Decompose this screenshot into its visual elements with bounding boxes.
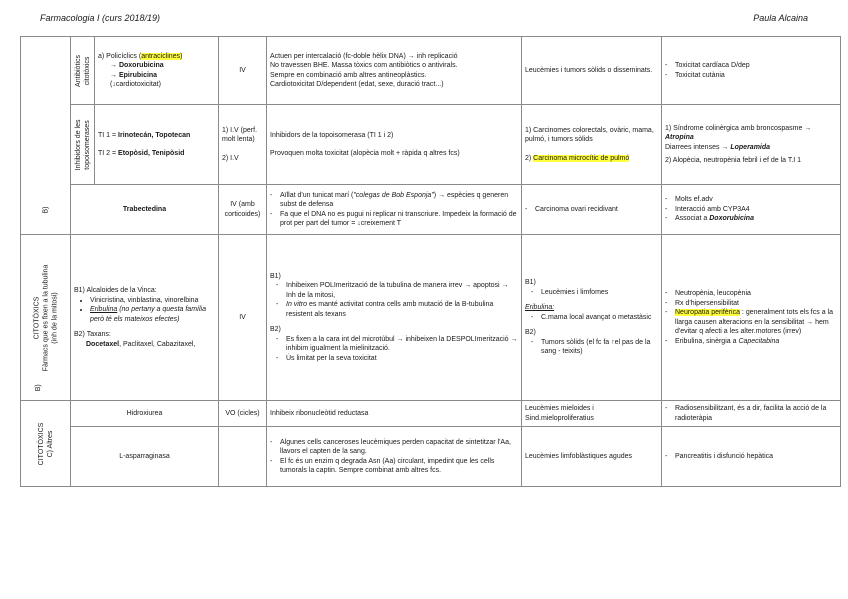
adverse-trabectedina: - Molts ef.adv - Interacció amb CYP3A4 - Associat a Doxorubicina: [662, 185, 841, 235]
drug-epirubicina: Epirubicina: [118, 71, 158, 79]
group-c-label: CITOTÒXICS C) Altres: [21, 401, 71, 487]
route-topoisomerases: 1) I.V (perf. molt lenta) 2) I.V: [219, 105, 267, 185]
row-topoisomerases: [21, 105, 841, 185]
adverse-asparraginasa: - Pancreatitis i disfunció hepàtica: [662, 427, 841, 487]
document-header-left: Farmacologia I (curs 2018/19): [40, 13, 161, 23]
drug-cell-topoisomerases: TI 1 = Irinotecán, Topotecan TI 2 = Etopòsid, Tenipòsid: [95, 105, 219, 185]
route-tubulina: IV: [219, 235, 267, 401]
drug-hidroxiurea: Hidroxiurea: [71, 401, 219, 427]
pharmacology-table: [20, 36, 841, 487]
adverse-topoisomerases: 1) Síndrome colinèrgica amb broncospasme → Atropina Diarrees intenses → Loperamida 2) Alopècia, neutropènia febril i ef de la T.I 1: [662, 105, 841, 185]
highlight-carcinoma: Carcinoma microcític de pulmó: [533, 154, 630, 162]
mechanism-tubulina: B1) - Inhibeixen POLImerització de la tubulina de manera irrev → apoptosi → Inh de la mitosi, - In vitro es manté activitat contra cells amb mutació de la B-tubulina resistent als texans B2) - Es fixen a la cara int del microtúbul → inhibeixen la DESPOLImerització → inhibim igualment la mielinització. - Ús limitat per la seva toxicitat: [267, 235, 522, 401]
indication-trabectedina: - Carcinoma ovari recidivant: [522, 185, 662, 235]
indication-antibiotics: Leucèmies i tumors sòlids o disseminats.: [522, 37, 662, 105]
drug-cell-antibiotics: a) Policíclics (antraciclines) → Doxorubicina → Epirubicina (↓cardiotoxicitat): [95, 37, 219, 105]
highlight-neuropatia: Neuropatia perifèrica: [675, 309, 740, 316]
adverse-tubulina: - Neutropènia, leucopènia - Rx d'hipersensibilitat - Neuropatia perifèrica : generalment tots els fcs a la llarga causen alteracions en la sensibilitat → hem d'evitar q afecti a les alter.motores (irrev) - Eribulina, sinèrgia a Capecitabina: [662, 235, 841, 401]
highlight-antraciclines: antraciclines): [141, 52, 183, 60]
drug-note: (↓cardiotoxicitat): [110, 81, 161, 88]
drug-doxorubicina: Doxorubicina: [118, 62, 164, 69]
adverse-hidroxiurea: - Radiosensibilitzant, és a dir, facilita la acció de la radioteràpia: [662, 401, 841, 427]
row-antibiotics: [21, 37, 841, 105]
indication-hidroxiurea: Leucèmies mieloides i Sind.mieloproliferatius: [522, 401, 662, 427]
route-asparraginasa: [219, 427, 267, 487]
row-hidroxiurea: [21, 401, 841, 427]
route-trabectedina: IV (amb corticoides): [219, 185, 267, 235]
mechanism-topoisomerases: Inhibidors de la topoisomerasa (TI 1 i 2) Provoquen molta toxicitat (alopècia molt + ràpida q altres fcs): [267, 105, 522, 185]
group-b-label: CITOTÒXICS Fàrmacs que es fixen a la tubulina (inh de la mitosi) B): [21, 235, 71, 401]
drug-asparraginasa: L-asparraginasa: [71, 427, 219, 487]
row-tubulina: [21, 235, 841, 401]
category-topoisomerases: Inhibidors de les topoisomerases: [71, 105, 95, 185]
mechanism-antibiotics: Actuen per intercalació (fc-doble hèlix DNA) → inh replicació No travessen BHE. Massa tòxics com antibiòtics o antivirals. Sempre en combinació amb altres antineoplàstics. Cardiotoxicitat D/dependent (edat, sexe, duració tract...): [267, 37, 522, 105]
group-top-label: B): [42, 206, 49, 214]
route-antibiotics: IV: [219, 37, 267, 105]
category-antibiotics: Antibiòtics citotòxics: [71, 37, 95, 105]
indication-asparraginasa: Leucèmies limfoblàstiques agudes: [522, 427, 662, 487]
drug-trabectedina: Trabectedina: [71, 185, 219, 235]
mechanism-hidroxiurea: Inhibeix ribonucleòtid reductasa: [267, 401, 522, 427]
mechanism-asparraginasa: - Algunes cells canceroses leucèmiques perden capacitat de sintetitzar l'Aa, llavors el capten de la sang. - El fc és un enzim q degrada Asn (Aa) circulant, impedint que les cells tumorals la captin. Sempre combinat amb altres fcs.: [267, 427, 522, 487]
route-hidroxiurea: VO (cicles): [219, 401, 267, 427]
row-trabectedina: [21, 185, 841, 235]
document-header-right: Paula Alcaina: [753, 13, 808, 23]
indication-topoisomerases: 1) Carcinomes colorectals, ovàric, mama, pulmó, i tumors sòlids 2) Carcinoma microcític de pulmó: [522, 105, 662, 185]
mechanism-trabectedina: - Aïllat d'un tunicat marí ("colegas de Bob Esponja") → espècies q generen subst de defensa - Fa que el DNA no es pugui ni replicar ni transcriure. Impedeix la formació de prot per part del tumor = ↓creixement T: [267, 185, 522, 235]
row-asparraginasa: [21, 427, 841, 487]
indication-tubulina: B1) - Leucèmies i limfomes Eribulina: - C.mama local avançat o metastàsic B2) - Tumors sòlids (el fc fa ↑el pas de la sang - teixits): [522, 235, 662, 401]
drug-cell-tubulina: B1) Alcaloides de la Vinca: • Vinicristina, vinblastina, vinorelbina • Eribulina (no pertany a questa família però té els mateixos efectes) B2) Taxans: Docetaxel, Paclitaxel, Cabazitaxel,: [71, 235, 219, 401]
group-cell-top: [21, 37, 71, 235]
adverse-antibiotics: - Toxicitat cardíaca D/dep - Toxicitat cutània: [662, 37, 841, 105]
